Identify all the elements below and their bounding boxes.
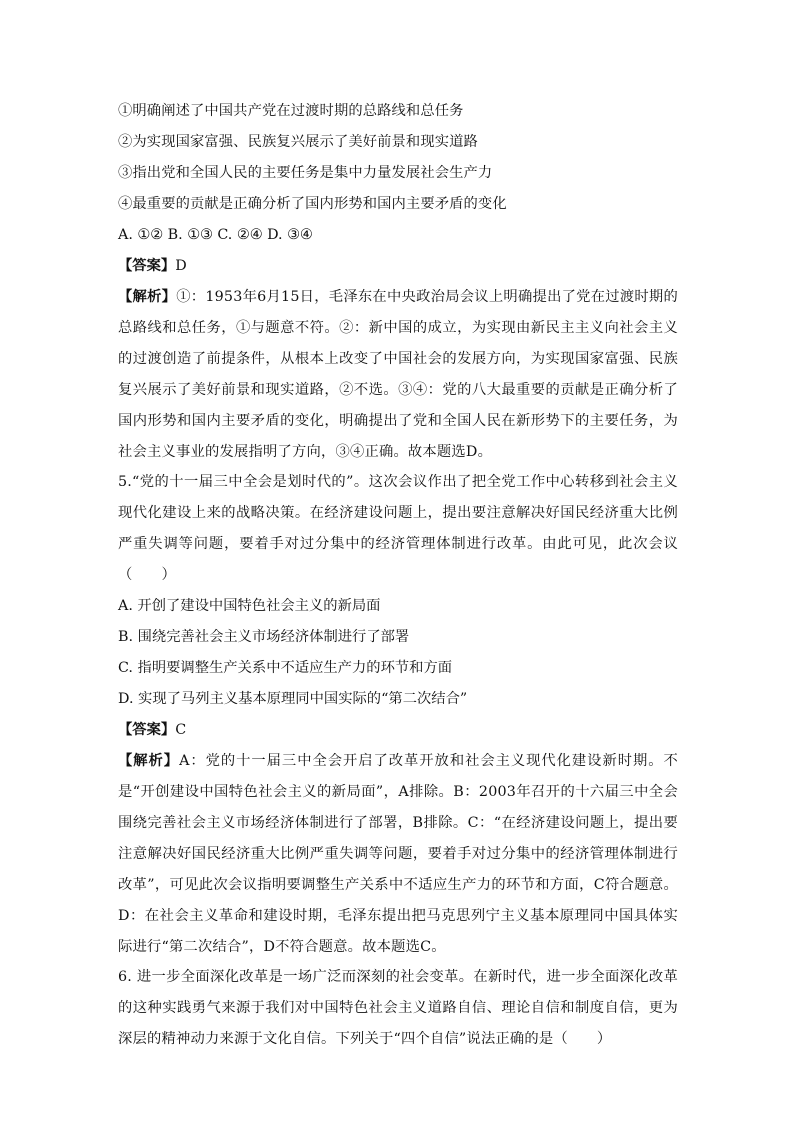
- analysis-tag: 【解析】: [118, 753, 180, 770]
- q4-statement-4: ④最重要的贡献是正确分析了国内形势和国内主要矛盾的变化: [118, 196, 507, 212]
- q4-statement-3: ③指出党和全国人民的主要任务是集中力量发展社会生产力: [118, 165, 493, 181]
- q5-option-c: C. 指明要调整生产关系中不适应生产力的环节和方面: [118, 660, 453, 677]
- analysis-text: A：党的十一届三中全会开启了改革开放和社会主义现代化建设新时期。不是“开创建设中国特色社会主义的新局面”，A排除。B：2003年召开的十六届三中全会围绕完善社会主义市场经济体制进行了部署，B排除。C：“在经济建设问题上，提出要注意解决好国民经济重大比例严重失调等问题，要着手对过分集中的经济管理体制进行改革”，可见此次会议指明要调整生产关系中不适应生产力的环节和方面，C符合题意。D：在社会主义革命和建设时期，毛泽东提出把马克思列宁主义基本原理同中国具体实际进行“第二次结合”，D不符合题意。故本题选C。: [118, 753, 678, 955]
- q4-analysis: [118, 282, 678, 467]
- answer-tag: 【答案】: [118, 258, 176, 274]
- q5-answer: [118, 715, 678, 746]
- analysis-tag: 【解析】: [118, 289, 177, 305]
- answer-value: C: [175, 722, 187, 739]
- document-page: [118, 96, 678, 1055]
- q4-statement-1: ①明确阐述了中国共产党在过渡时期的总路线和总任务: [118, 103, 464, 119]
- q5-option-b: B. 围绕完善社会主义市场经济体制进行了部署: [118, 629, 410, 646]
- q5-analysis: [118, 746, 678, 962]
- q4-statement-2: ②为实现国家富强、民族复兴展示了美好前景和现实道路: [118, 134, 478, 150]
- q4-choices: A. ①② B. ①③ C. ②④ D. ③④: [118, 227, 313, 243]
- analysis-text: ①：1953年6月15日，毛泽东在中央政治局会议上明确提出了党在过渡时期的总路线和总任务，①与题意不符。②：新中国的成立，为实现由新民主主义向社会主义的过渡创造了前提条件，从根本上改变了中国社会的发展方向，为实现国家富强、民族复兴展示了美好前景和现实道路，②不选。③④：党的八大最重要的贡献是正确分析了国内形势和国内主要矛盾的变化，明确提出了党和全国人民在新形势下的主要任务，为社会主义事业的发展指明了方向，③④正确。故本题选D。: [118, 289, 678, 460]
- q4-answer: [118, 251, 678, 282]
- q5-option-d: D. 实现了马列主义基本原理同中国实际的“第二次结合”: [118, 691, 468, 708]
- q6-stem: 6. 进一步全面深化改革是一场广泛而深刻的社会变革。在新时代，进一步全面深化改革的这种实践勇气来源于我们对中国特色社会主义道路自信、理论自信和制度自信，更为深层的精神动力来源于文化自信。下列关于“四个自信”说法正确的是（ ）: [118, 969, 678, 1048]
- q5-option-a: A. 开创了建设中国特色社会主义的新局面: [118, 598, 381, 615]
- answer-tag: 【答案】: [118, 722, 176, 739]
- answer-value: D: [175, 258, 187, 274]
- q5-stem: 5.“党的十一届三中全会是划时代的”。这次会议作出了把全党工作中心转移到社会主义现代化建设上来的战略决策。在经济建设问题上，提出要注意解决好国民经济重大比例严重失调等问题，要着手对过分集中的经济管理体制进行改革。由此可见，此次会议（ ）: [118, 474, 678, 584]
